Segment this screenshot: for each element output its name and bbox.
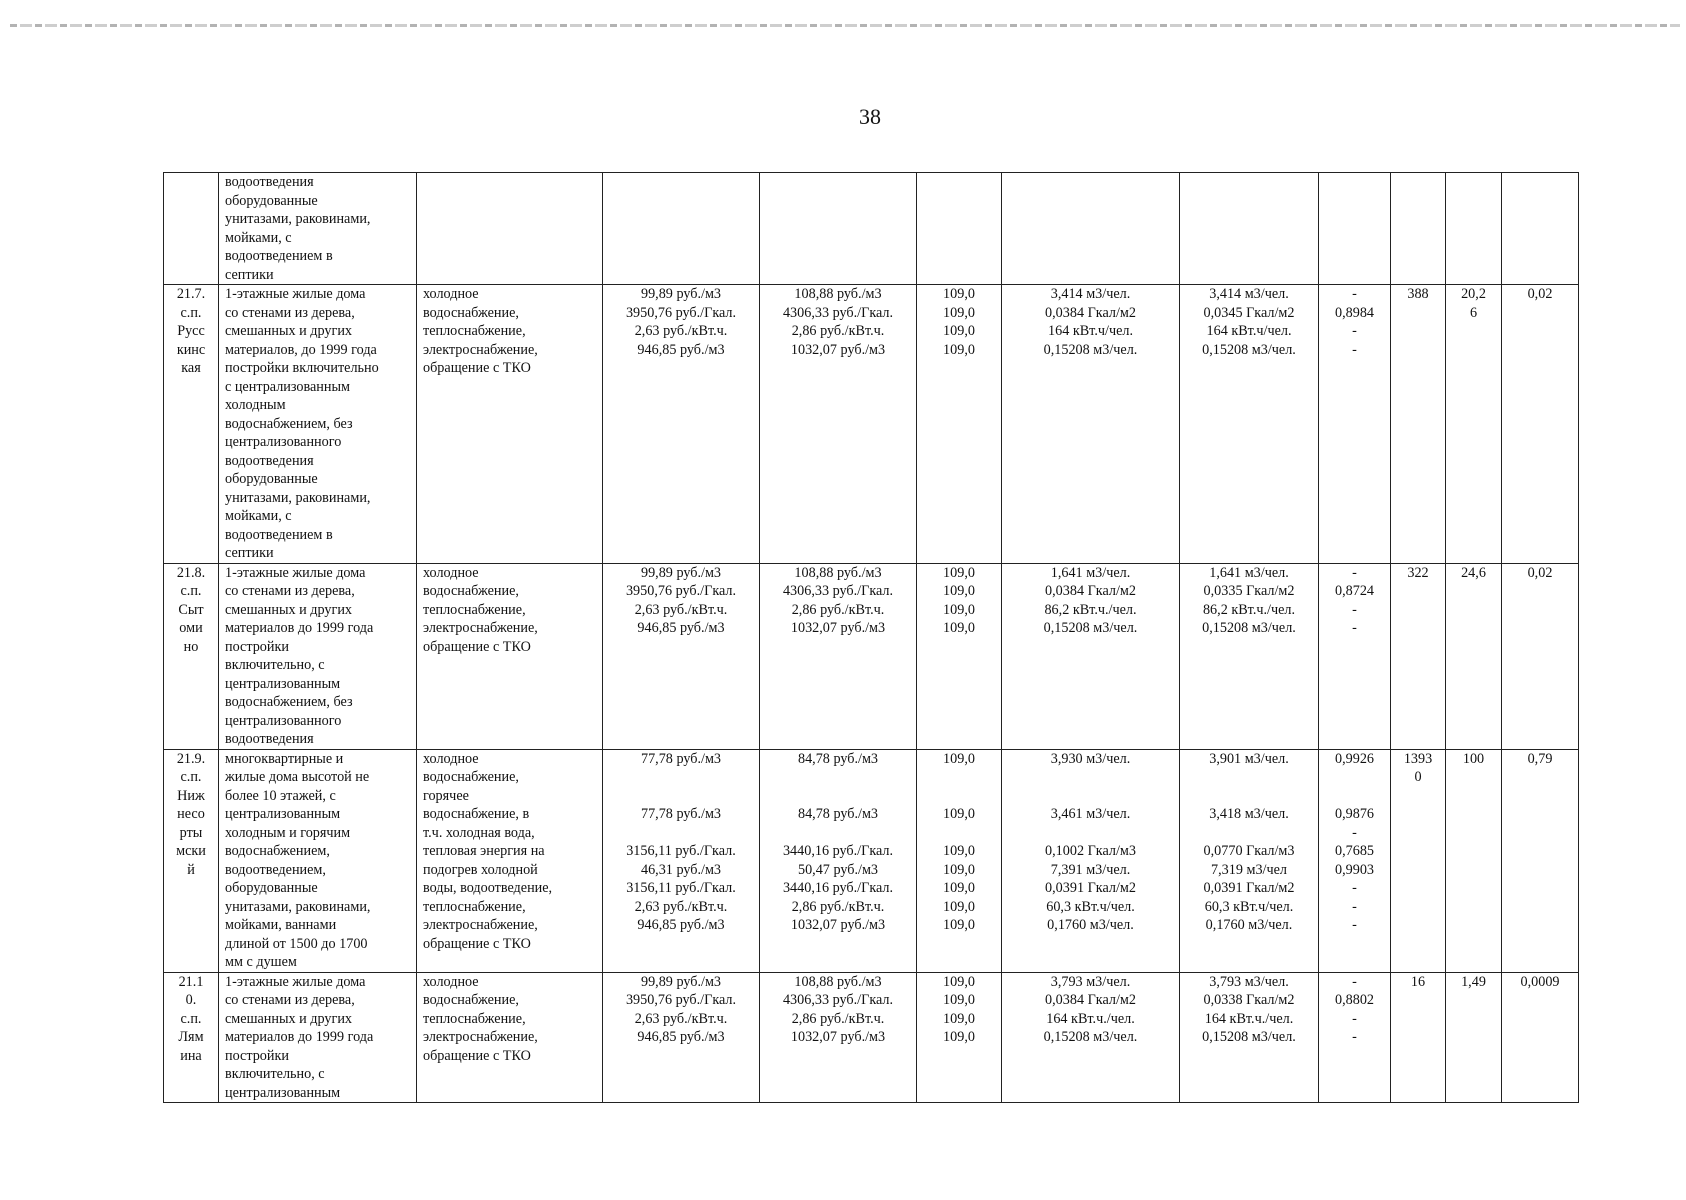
coefficient-cell (1319, 563, 1391, 749)
norm-current-cell-line: 0,15208 м3/чел. (1043, 620, 1138, 636)
norm-current-cell-line: 0,0391 Гкал/м2 (1045, 880, 1136, 896)
norm-current-cell-line (1008, 787, 1173, 806)
description-cell: 1-этажные жилые дома со стенами из дерева, смешанных и других материалов до 1999 года постройки включительно, с централизованным (219, 972, 417, 1103)
tariff-new-cell-line: 3440,16 руб./Гкал. (782, 880, 894, 896)
norm-current-cell (1002, 173, 1180, 285)
table-row (164, 173, 1579, 285)
row-number-cell (164, 173, 219, 285)
tariff-current-cell (603, 563, 760, 749)
coefficient-cell (1319, 173, 1391, 285)
norm-new-cell-line: 0,0770 Гкал/м3 (1203, 843, 1295, 859)
index-cell-line (923, 824, 995, 843)
tariff-current-cell-line: 3950,76 руб./Гкал. (625, 583, 737, 599)
coefficient-cell-line: 0,9926 (1334, 750, 1374, 767)
tariff-current-cell-line (609, 824, 753, 843)
coefficient-cell-line (1325, 768, 1384, 787)
norm-new-cell (1180, 173, 1319, 285)
norm-new-cell (1180, 563, 1319, 749)
index-cell-line: 109,0 (943, 880, 975, 896)
coefficient-cell-line: 0,9903 (1334, 861, 1374, 878)
tariff-new-cell-line: 84,78 руб./м3 (797, 750, 879, 767)
tariff-new-cell-line (766, 824, 910, 843)
ratio-cell (1502, 173, 1579, 285)
norm-current-cell-line: 0,0384 Гкал/м2 (1045, 583, 1136, 599)
tariff-current-cell-line: 2,63 руб./кВт.ч. (634, 898, 728, 915)
norm-current-cell-line: 0,0384 Гкал/м2 (1045, 304, 1136, 321)
population-cell: 388 (1391, 285, 1446, 564)
index-cell (917, 749, 1002, 972)
norm-current-cell-line: 3,793 м3/чел. (1050, 973, 1131, 990)
index-cell-line: 109,0 (943, 304, 975, 321)
norm-new-cell-line: 0,0345 Гкал/м2 (1203, 304, 1295, 321)
tariff-new-cell-line: 2,86 руб./кВт.ч. (791, 898, 885, 915)
services-cell: холодное водоснабжение, теплоснабжение, электроснабжение, обращение с ТКО (417, 285, 603, 564)
index-cell (917, 563, 1002, 749)
tariff-new-cell-line: 4306,33 руб./Гкал. (782, 304, 894, 321)
ratio-cell: 0,0009 (1502, 972, 1579, 1103)
index-cell (917, 285, 1002, 564)
norm-new-cell-line (1186, 787, 1312, 806)
index-cell-line: 109,0 (943, 898, 975, 915)
norm-new-cell-line: 0,0391 Гкал/м2 (1203, 880, 1295, 896)
tariff-new-cell-line: 4306,33 руб./Гкал. (782, 992, 894, 1008)
norm-new-cell-line: 1,641 м3/чел. (1209, 564, 1289, 581)
tariff-new-cell-line: 108,88 руб./м3 (794, 286, 882, 302)
norm-new-cell-line: 3,418 м3/чел. (1209, 806, 1289, 822)
index-cell-line: 109,0 (943, 973, 975, 990)
tariff-current-cell-line: 77,78 руб./м3 (640, 806, 722, 822)
population-cell (1391, 173, 1446, 285)
coefficient-cell-line: - (1352, 973, 1357, 990)
tariff-new-cell (760, 972, 917, 1103)
table-row (164, 285, 1579, 564)
share-cell: 1,49 (1446, 972, 1502, 1103)
norm-new-cell-line: 0,0338 Гкал/м2 (1203, 992, 1295, 1008)
norm-current-cell (1002, 972, 1180, 1103)
population-cell: 322 (1391, 563, 1446, 749)
coefficient-cell-line: - (1352, 601, 1357, 618)
index-cell-line: 109,0 (943, 341, 975, 358)
norm-new-cell-line: 164 кВт.ч./чел. (1204, 1010, 1294, 1027)
norm-current-cell-line: 164 кВт.ч/чел. (1048, 323, 1133, 339)
row-number-cell: 21.9. с.п. Ниж несо рты мски й (164, 749, 219, 972)
norm-new-cell-line: 3,414 м3/чел. (1209, 286, 1289, 302)
coefficient-cell-line: - (1352, 824, 1357, 841)
coefficient-cell-line: - (1352, 1010, 1357, 1027)
population-cell: 1393 0 (1391, 749, 1446, 972)
ratio-cell: 0,02 (1502, 285, 1579, 564)
norm-new-cell-line: 3,901 м3/чел. (1209, 750, 1289, 767)
tariff-new-cell (760, 749, 917, 972)
services-cell: холодное водоснабжение, теплоснабжение, электроснабжение, обращение с ТКО (417, 563, 603, 749)
index-cell-line: 109,0 (943, 286, 975, 302)
table-row (164, 972, 1579, 1103)
tariff-current-cell-line: 99,89 руб./м3 (640, 286, 722, 302)
tariff-new-cell-line: 84,78 руб./м3 (797, 806, 879, 822)
norm-current-cell (1002, 749, 1180, 972)
index-cell-line: 109,0 (943, 1010, 975, 1027)
index-cell-line: 109,0 (943, 564, 975, 581)
index-cell-line: 109,0 (943, 1029, 975, 1045)
index-cell-line: 109,0 (943, 583, 975, 599)
norm-current-cell-line: 0,1002 Гкал/м3 (1045, 843, 1136, 859)
norm-new-cell-line: 86,2 кВт.ч./чел. (1202, 601, 1296, 618)
tariff-new-cell-line: 108,88 руб./м3 (794, 973, 882, 990)
coefficient-cell-line: - (1352, 286, 1357, 302)
norm-current-cell (1002, 563, 1180, 749)
tariff-current-cell (603, 972, 760, 1103)
index-cell (917, 173, 1002, 285)
norm-new-cell-line (1186, 768, 1312, 787)
norm-new-cell-line: 0,0335 Гкал/м2 (1203, 583, 1295, 599)
coefficient-cell-line: 0,8802 (1334, 992, 1374, 1008)
share-cell (1446, 173, 1502, 285)
row-number-cell: 21.1 0. с.п. Лям ина (164, 972, 219, 1103)
tariff-current-cell-line: 946,85 руб./м3 (637, 1029, 725, 1045)
index-cell-line: 109,0 (943, 843, 975, 859)
norm-new-cell-line: 0,1760 м3/чел. (1205, 917, 1293, 933)
tariff-new-cell-line: 4306,33 руб./Гкал. (782, 583, 894, 599)
tariff-current-cell (603, 285, 760, 564)
description-cell: водоотведения оборудованные унитазами, раковинами, мойками, с водоотведением в септики (219, 173, 417, 285)
norm-new-cell-line: 0,15208 м3/чел. (1202, 1029, 1296, 1045)
tariff-new-cell-line: 2,86 руб./кВт.ч. (791, 323, 885, 339)
tariff-current-cell-line (609, 787, 753, 806)
tariff-current-cell (603, 749, 760, 972)
index-cell-line: 109,0 (943, 601, 975, 618)
norm-current-cell-line: 0,15208 м3/чел. (1043, 1029, 1138, 1045)
index-cell-line (923, 787, 995, 806)
norm-new-cell (1180, 972, 1319, 1103)
coefficient-cell-line: - (1352, 898, 1357, 915)
norm-current-cell-line: 3,930 м3/чел. (1050, 750, 1131, 767)
norm-current-cell-line: 86,2 кВт.ч./чел. (1044, 601, 1137, 618)
norm-current-cell-line: 0,1760 м3/чел. (1047, 917, 1134, 933)
table-row (164, 749, 1579, 972)
population-cell: 16 (1391, 972, 1446, 1103)
tariff-current-cell-line: 99,89 руб./м3 (640, 564, 722, 581)
tariff-new-cell (760, 173, 917, 285)
norm-new-cell (1180, 285, 1319, 564)
tariff-new-cell-line: 50,47 руб./м3 (797, 861, 879, 878)
coefficient-cell (1319, 749, 1391, 972)
tariff-current-cell-line: 99,89 руб./м3 (640, 973, 722, 990)
index-cell-line: 109,0 (943, 917, 975, 933)
index-cell-line: 109,0 (943, 750, 975, 767)
coefficient-cell-line: - (1352, 620, 1357, 636)
services-cell: холодное водоснабжение, горячее водоснабжение, в т.ч. холодная вода, тепловая энергия на подогрев холодной воды, водоотведение, теплоснабжение, электроснабжение, обращение с ТКО (417, 749, 603, 972)
tariff-new-cell-line: 3440,16 руб./Гкал. (782, 843, 894, 859)
norm-new-cell-line: 7,319 м3/чел (1211, 861, 1287, 878)
norm-new-cell-line: 0,15208 м3/чел. (1202, 620, 1296, 636)
norm-current-cell-line: 1,641 м3/чел. (1050, 564, 1131, 581)
coefficient-cell-line: 0,9876 (1334, 806, 1374, 822)
norm-current-cell (1002, 285, 1180, 564)
tariff-new-cell-line: 1032,07 руб./м3 (790, 341, 886, 358)
coefficient-cell-line: - (1352, 880, 1357, 896)
index-cell-line: 109,0 (943, 992, 975, 1008)
norm-new-cell-line: 3,793 м3/чел. (1209, 973, 1289, 990)
norm-current-cell-line: 3,461 м3/чел. (1050, 806, 1131, 822)
services-cell: холодное водоснабжение, теплоснабжение, электроснабжение, обращение с ТКО (417, 972, 603, 1103)
coefficient-cell-line: 0,7685 (1334, 843, 1374, 859)
norm-current-cell-line (1008, 824, 1173, 843)
tariff-new-cell-line: 1032,07 руб./м3 (790, 1029, 886, 1045)
tariff-current-cell-line: 3156,11 руб./Гкал. (626, 843, 736, 859)
tariff-current-cell-line (609, 768, 753, 787)
index-cell (917, 972, 1002, 1103)
tariff-current-cell-line: 3950,76 руб./Гкал. (625, 992, 737, 1008)
index-cell-line: 109,0 (943, 323, 975, 339)
ratio-cell: 0,79 (1502, 749, 1579, 972)
share-cell: 24,6 (1446, 563, 1502, 749)
norm-current-cell-line: 164 кВт.ч./чел. (1046, 1010, 1135, 1027)
description-cell: многоквартирные и жилые дома высотой не более 10 этажей, с централизованным холодным и горячим водоснабжением, водоотведением, оборудованные унитазами, раковинами, мойками, ваннами длиной от 1500 до 1700 мм с душем (219, 749, 417, 972)
norm-new-cell-line: 60,3 кВт.ч/чел. (1204, 898, 1294, 915)
norm-new-cell-line: 0,15208 м3/чел. (1202, 341, 1296, 358)
index-cell-line: 109,0 (943, 620, 975, 636)
tariff-new-cell-line: 2,86 руб./кВт.ч. (791, 1010, 885, 1027)
coefficient-cell-line: - (1352, 341, 1357, 358)
tariff-current-cell-line: 46,31 руб./м3 (640, 861, 722, 878)
tariff-new-cell-line (766, 768, 910, 787)
coefficient-cell-line: - (1352, 917, 1357, 933)
norm-current-cell-line: 60,3 кВт.ч/чел. (1046, 898, 1135, 915)
tariff-table (163, 172, 1579, 1103)
tariff-current-cell-line: 2,63 руб./кВт.ч. (634, 323, 728, 339)
table-body (164, 173, 1579, 1103)
tariff-new-cell-line (766, 787, 910, 806)
tariff-current-cell-line: 946,85 руб./м3 (637, 341, 725, 358)
share-cell: 20,2 6 (1446, 285, 1502, 564)
tariff-current-cell-line: 3950,76 руб./Гкал. (625, 304, 737, 321)
index-cell-line: 109,0 (943, 806, 975, 822)
coefficient-cell (1319, 972, 1391, 1103)
coefficient-cell-line: 0,8984 (1334, 304, 1374, 321)
index-cell-line (923, 768, 995, 787)
table-row (164, 563, 1579, 749)
coefficient-cell (1319, 285, 1391, 564)
coefficient-cell-line: - (1352, 1029, 1357, 1045)
index-cell-line: 109,0 (943, 861, 975, 878)
scan-artifact-line (10, 24, 1680, 27)
tariff-new-cell-line: 108,88 руб./м3 (794, 564, 882, 581)
tariff-current-cell-line: 77,78 руб./м3 (640, 750, 722, 767)
tariff-new-cell (760, 563, 917, 749)
norm-current-cell-line: 7,391 м3/чел. (1050, 861, 1131, 878)
tariff-new-cell (760, 285, 917, 564)
services-cell (417, 173, 603, 285)
page-number: 38 (859, 104, 881, 129)
tariff-current-cell-line: 2,63 руб./кВт.ч. (634, 1010, 728, 1027)
tariff-new-cell-line: 1032,07 руб./м3 (790, 620, 886, 636)
coefficient-cell-line: - (1352, 564, 1357, 581)
ratio-cell: 0,02 (1502, 563, 1579, 749)
tariff-current-cell-line: 2,63 руб./кВт.ч. (634, 601, 728, 618)
row-number-cell: 21.8. с.п. Сыт оми но (164, 563, 219, 749)
tariff-new-cell-line: 2,86 руб./кВт.ч. (791, 601, 885, 618)
norm-new-cell (1180, 749, 1319, 972)
tariff-current-cell-line: 3156,11 руб./Гкал. (626, 880, 736, 896)
description-cell: 1-этажные жилые дома со стенами из дерева, смешанных и других материалов до 1999 года постройки включительно, с централизованным водоснабжением, без централизованного водоотведения (219, 563, 417, 749)
norm-current-cell-line: 0,15208 м3/чел. (1043, 341, 1138, 358)
tariff-current-cell (603, 173, 760, 285)
coefficient-cell-line: - (1352, 323, 1357, 339)
tariff-new-cell-line: 1032,07 руб./м3 (790, 917, 886, 933)
tariff-current-cell-line: 946,85 руб./м3 (637, 620, 725, 636)
coefficient-cell-line (1325, 787, 1384, 806)
norm-new-cell-line: 164 кВт.ч/чел. (1206, 323, 1292, 339)
norm-current-cell-line: 0,0384 Гкал/м2 (1045, 992, 1136, 1008)
description-cell: 1-этажные жилые дома со стенами из дерева, смешанных и других материалов, до 1999 года постройки включительно с централизованным холодным водоснабжением, без централизованного водоотведения оборудованные унитазами, раковинами, мойками, с водоотведением в септики (219, 285, 417, 564)
row-number-cell: 21.7. с.п. Русс кинс кая (164, 285, 219, 564)
tariff-current-cell-line: 946,85 руб./м3 (637, 917, 725, 933)
norm-new-cell-line (1186, 824, 1312, 843)
share-cell: 100 (1446, 749, 1502, 972)
coefficient-cell-line: 0,8724 (1334, 583, 1374, 599)
norm-current-cell-line: 3,414 м3/чел. (1050, 286, 1131, 302)
norm-current-cell-line (1008, 768, 1173, 787)
